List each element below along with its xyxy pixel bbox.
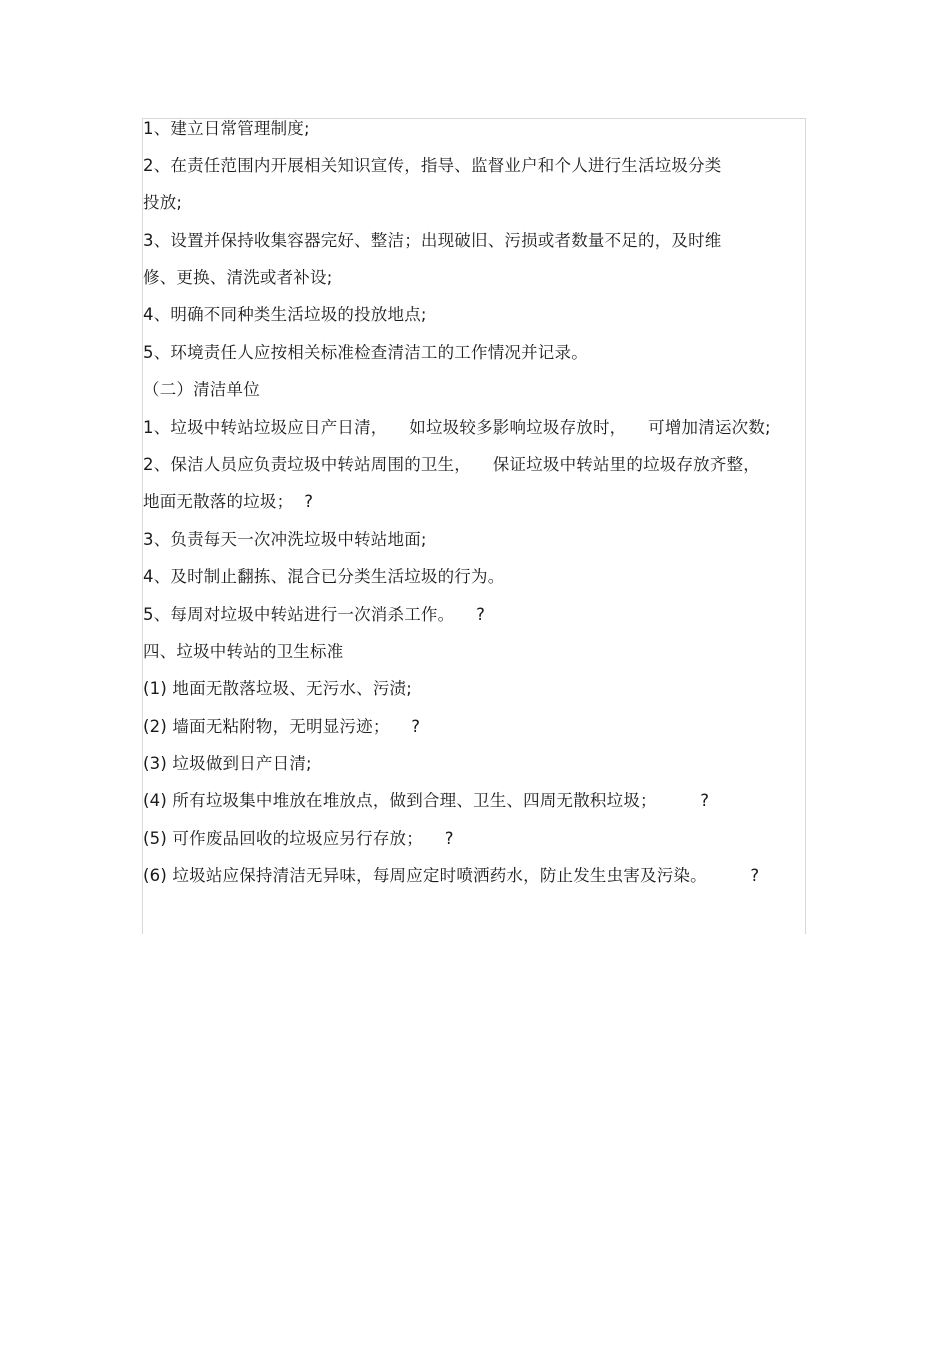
text-line: (5) 可作废品回收的垃圾应另行存放； ? — [143, 829, 454, 848]
text-line: 3、设置并保持收集容器完好、整洁；出现破旧、污损或者数量不足的，及时维 — [143, 231, 722, 250]
text-line: 4、明确不同种类生活垃圾的投放地点; — [143, 305, 427, 324]
text-line: 5、环境责任人应按相关标准检查清洁工的工作情况并记录。 — [143, 343, 588, 362]
text-line: 5、每周对垃圾中转站进行一次消杀工作。 ? — [143, 605, 486, 624]
text-line: (4) 所有垃圾集中堆放在堆放点，做到合理、卫生、四周无散积垃圾； ? — [143, 791, 710, 810]
text-line: (6) 垃圾站应保持清洁无异味，每周应定时喷洒药水，防止发生虫害及污染。 ? — [143, 866, 760, 885]
text-line: 2、在责任范围内开展相关知识宣传，指导、监督业户和个人进行生活垃圾分类 — [143, 156, 722, 175]
text-line: 投放; — [143, 193, 183, 212]
text-line: (2) 墙面无粘附物，无明显污迹； ? — [143, 717, 421, 736]
text-line: (3) 垃圾做到日产日清; — [143, 754, 312, 773]
text-line: 修、更换、清洗或者补设; — [143, 268, 333, 287]
section-heading: 四、垃圾中转站的卫生标准 — [143, 642, 344, 661]
text-line: 4、及时制止翻拣、混合已分类生活垃圾的行为。 — [143, 567, 505, 586]
text-line: 3、负责每天一次冲洗垃圾中转站地面; — [143, 530, 427, 549]
text-line: (1) 地面无散落垃圾、无污水、污渍; — [143, 679, 412, 698]
text-line: 地面无散落的垃圾； ? — [143, 492, 314, 511]
text-line: 1、垃圾中转站垃圾应日产日清， 如垃圾较多影响垃圾存放时， 可增加清运次数; — [143, 418, 771, 437]
section-heading: （二）清洁单位 — [143, 380, 260, 399]
text-line: 2、保洁人员应负责垃圾中转站周围的卫生， 保证垃圾中转站里的垃圾存放齐整， — [143, 455, 760, 474]
text-line: 1、建立日常管理制度; — [143, 119, 310, 138]
